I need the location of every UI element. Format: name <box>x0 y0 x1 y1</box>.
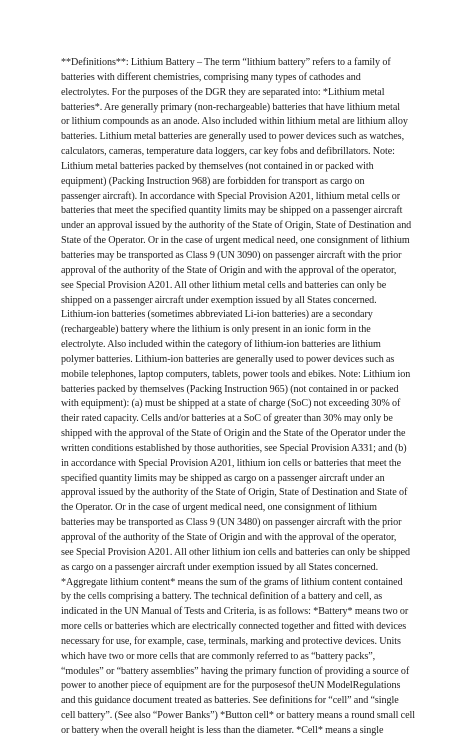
text-line: equipment) (Packing Instruction 968) are forbidden for transport as cargo on <box>61 175 365 187</box>
text-line: Lithium-ion batteries (sometimes abbreviated Li-ion batteries) are a secondary <box>61 309 373 321</box>
text-line: State of the Operator. Or in the case of urgent medical need, one consignment of lithium <box>61 235 410 247</box>
text-line: or lithium compounds as an anode. Also included within lithium metal are lithium alloy <box>61 116 408 128</box>
text-line: *Aggregate lithium content* means the sum of the grams of lithium content contained <box>61 576 403 588</box>
text-line: necessary for use, for example, case, terminals, marking and protective devices. Units <box>61 635 401 647</box>
text-line: Lithium metal batteries packed by themselves (not contained in or packed with <box>61 160 374 172</box>
text-line: the Operator. Or in the case of urgent medical need, one consignment of lithium <box>61 502 377 514</box>
text-line: approval of the authority of the State of Origin and with the approval of the operator, <box>61 532 397 543</box>
text-line: their rated capacity. Cells and/or batteries at a SoC of greater than 30% may only be <box>61 413 393 425</box>
text-line: electrolytes. For the purposes of the DGR they are separated into: *Lithium metal <box>61 86 385 98</box>
text-line: batteries. Lithium metal batteries are generally used to power devices such as watches, <box>61 131 405 143</box>
text-line: cell battery”. (See also “Power Banks”) *Button cell* or battery means a round small cell <box>61 710 416 722</box>
text-line: calculators, cameras, temperature data loggers, car key fobs and defibrillators. Note: <box>61 146 395 158</box>
text-line: which have two or more cells that are commonly referred to as “battery packs”, <box>61 650 376 662</box>
text-line: by the cells comprising a battery. The technical definition of a battery and cell, as <box>61 591 383 603</box>
text-line: batteries with different chemistries, comprising many types of cathodes and <box>61 71 361 83</box>
text-line: batteries may be transported as Class 9 (UN 3090) on passenger aircraft with the prior <box>61 249 402 261</box>
text-line: written conditions established by those authorities, see Special Provision A331; and (b) <box>61 442 407 454</box>
text-line: or battery when the overall height is less than the diameter. *Cell* means a single <box>61 724 384 736</box>
body-text <box>61 56 417 739</box>
text-line: polymer batteries. Lithium-ion batteries are generally used to power devices such as <box>61 353 395 365</box>
text-line: more cells or batteries which are electrically connected together and fitted with devices <box>61 621 407 633</box>
text-line: **Definitions**: Lithium Battery – The term “lithium battery” refers to a family of <box>61 57 391 68</box>
text-line: approval issued by the authority of the State of Origin, State of Destination and State of <box>61 487 408 499</box>
text-line: batteries*. Are generally primary (non-rechargeable) batteries that have lithium metal <box>61 101 401 113</box>
text-line: as cargo on a passenger aircraft under exemption issued by all States concerned. <box>61 561 379 573</box>
text-line: specified quantity limits may be shipped as cargo on a passenger aircraft under an <box>61 472 385 484</box>
text-line: batteries that meet the specified quantity limits may be shipped on a passenger aircraft <box>61 205 403 217</box>
text-line: batteries may be transported as Class 9 (UN 3480) on passenger aircraft with the prior <box>61 517 402 529</box>
text-line: mobile telephones, laptop computers, tablets, power tools and ebikes. Note: Lithium ion <box>61 368 411 380</box>
text-line: and this guidance document treated as batteries. See definitions for “cell” and “single <box>61 695 399 707</box>
text-line: (rechargeable) battery where the lithium is only present in an ionic form in the <box>61 324 371 336</box>
text-line: approval of the authority of the State of Origin and with the approval of the operator, <box>61 264 397 276</box>
text-line: under an approval issued by the authority of the State of Origin, State of Destination and <box>61 220 412 232</box>
text-line: see Special Provision A201. All other lithium ion cells and batteries can only be shipped <box>61 546 411 558</box>
text-line: batteries packed by themselves (Packing Instruction 965) (not contained in or packed <box>61 383 399 395</box>
text-line: see Special Provision A201. All other lithium metal cells and batteries can only be <box>61 279 387 291</box>
text-line: “modules” or “battery assemblies” having the primary function of providing a source of <box>61 665 410 677</box>
text-line: passenger aircraft). In accordance with Special Provision A201, lithium metal cells or <box>61 190 401 202</box>
text-line: shipped on a passenger aircraft under exemption issued by all States concerned. <box>61 294 377 306</box>
text-line: indicated in the UN Manual of Tests and Criteria, is as follows: *Battery* means two or <box>61 606 409 618</box>
text-line: shipped with the approval of the State of Origin and the State of the Operator under the <box>61 428 406 440</box>
text-line: with equipment): (a) must be shipped at a state of charge (SoC) not exceeding 30% of <box>61 398 401 410</box>
text-line: in accordance with Special Provision A201, lithium ion cells or batteries that meet the <box>61 457 402 469</box>
text-line: power to another piece of equipment are for the purposesof theUN ModelRegulations <box>61 680 401 692</box>
text-line: electrolyte. Also included within the category of lithium-ion batteries are lithium <box>61 339 381 351</box>
